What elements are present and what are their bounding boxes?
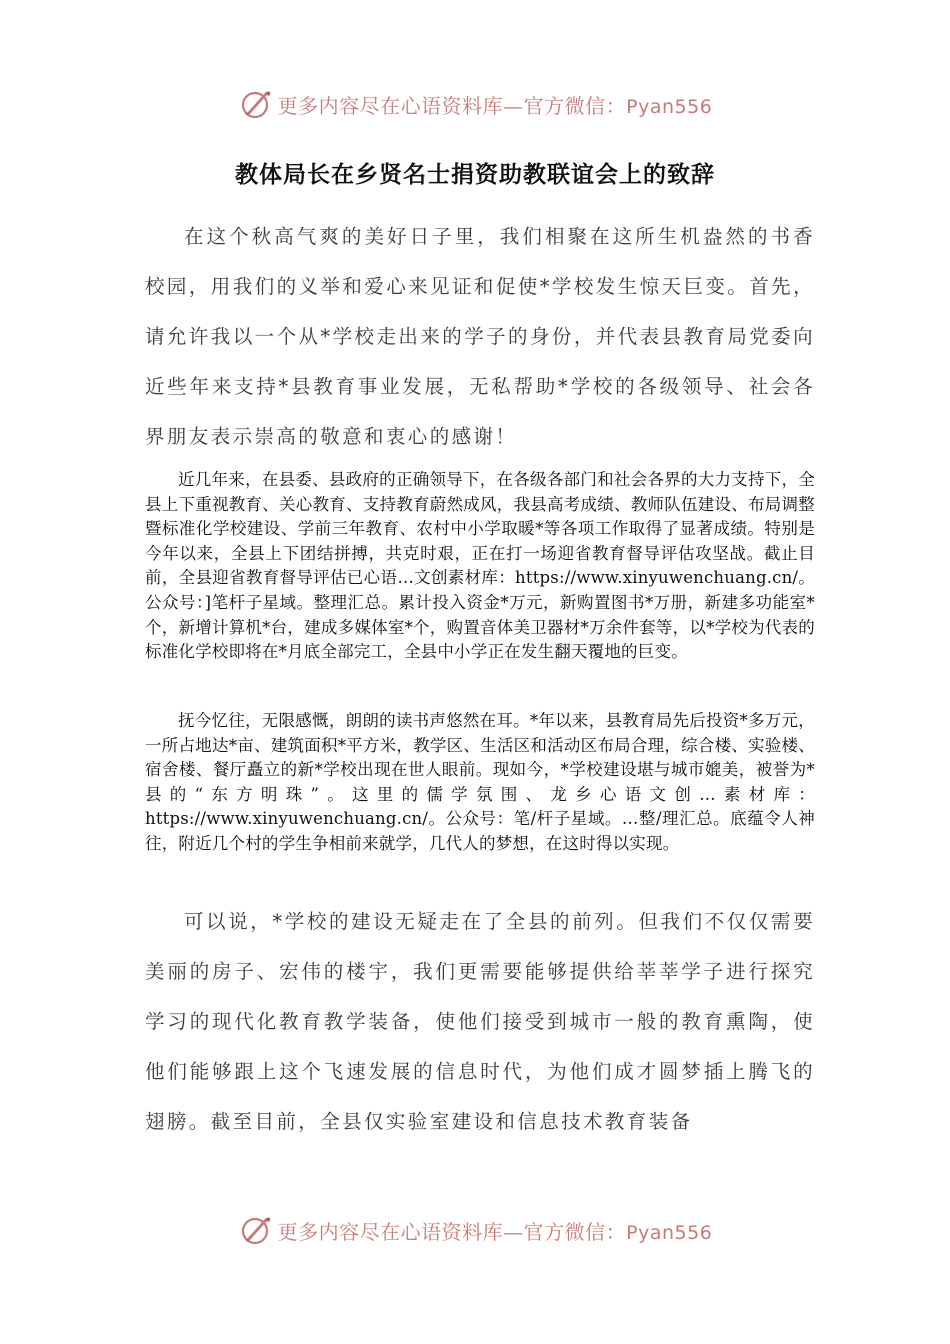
watermark-text (278, 90, 713, 119)
paragraph-1: 在这个秋高气爽的美好日子里，我们相聚在这所生机盎然的书香校园，用我们的义举和爱心来见证和促使*学校发生惊天巨变。首先，请允许我以一个从*学校走出来的学子的身份，并代表县教育局党委向近些年来支持*县教育事业发展，无私帮助*学校的各级领导、社会各界朋友表示崇高的敬意和衷心的感谢！ (145, 225, 815, 448)
footer-watermark (0, 1210, 950, 1250)
watermark-label: 更多内容尽在心语资料库—官方微信： (277, 1219, 627, 1244)
watermark-group (238, 1212, 713, 1248)
watermark-label: 更多内容尽在心语资料库—官方微信： (277, 93, 627, 118)
header-watermark (0, 84, 950, 124)
quill-logo-icon (238, 86, 274, 122)
document-title: 教体局长在乡贤名士捐资助教联谊会上的致辞 (235, 161, 715, 188)
watermark-wechat-id: Pyan556 (626, 1221, 713, 1244)
watermark-group (238, 86, 713, 122)
paragraph-4: 可以说，*学校的建设无疑走在了全县的前列。但我们不仅仅需要美丽的房子、宏伟的楼宇，我们更需要能够提供给莘莘学子进行探究学习的现代化教育教学装备，使他们接受到城市一般的教育熏陶，使他们能够跟上这个飞速发展的信息时代，为他们成才圆梦插上腾飞的翅膀。截至目前，全县仅实验室建设和信息技术教育装备 (145, 910, 815, 1133)
paragraph-3: 抚今忆往，无限感慨，朗朗的读书声悠然在耳。*年以来，县教育局先后投资*多万元，一所占地达*亩、建筑面积*平方米，教学区、生活区和活动区布局合理，综合楼、实验楼、宿舍楼、餐厅矗立的新*学校出现在世人眼前。现如今，*学校建设堪与城市媲美，被誉为*县的“东方明珠”。这里的儒学氛围、龙乡心语文创…素材库：https://www.xinyuwenchuang.cn/。公众号：笔/杆子星域。…整/理汇总。底蕴令人神往，附近几个村的学生争相前来就学，几代人的梦想，在这时得以实现。 (145, 711, 815, 853)
paragraph-2: 近几年来，在县委、县政府的正确领导下，在各级各部门和社会各界的大力支持下，全县上下重视教育、关心教育、支持教育蔚然成风，我县高考成绩、教师队伍建设、布局调整暨标准化学校建设、学前三年教育、农村中小学取暖*等各项工作取得了显著成绩。特别是今年以来，全县上下团结拼搏，共克时艰，正在打一场迎省教育督导评估攻坚战。截止目前，全县迎省教育督导评估已心语…文创素材库：https://www.xinyuwenchuang.cn/。公众号：]笔杆子星域。整理汇总。累计投入资金*万元，新购置图书*万册，新建多功能室*个，新增计算机*台，建成多媒体室*个，购置音体美卫器材*万余件套等，以*学校为代表的标准化学校即将在*月底全部完工，全县中小学正在发生翻天覆地的巨变。 (145, 470, 815, 662)
watermark-wechat-id: Pyan556 (626, 95, 713, 118)
watermark-text (278, 1216, 713, 1245)
quill-logo-icon (238, 1212, 274, 1248)
